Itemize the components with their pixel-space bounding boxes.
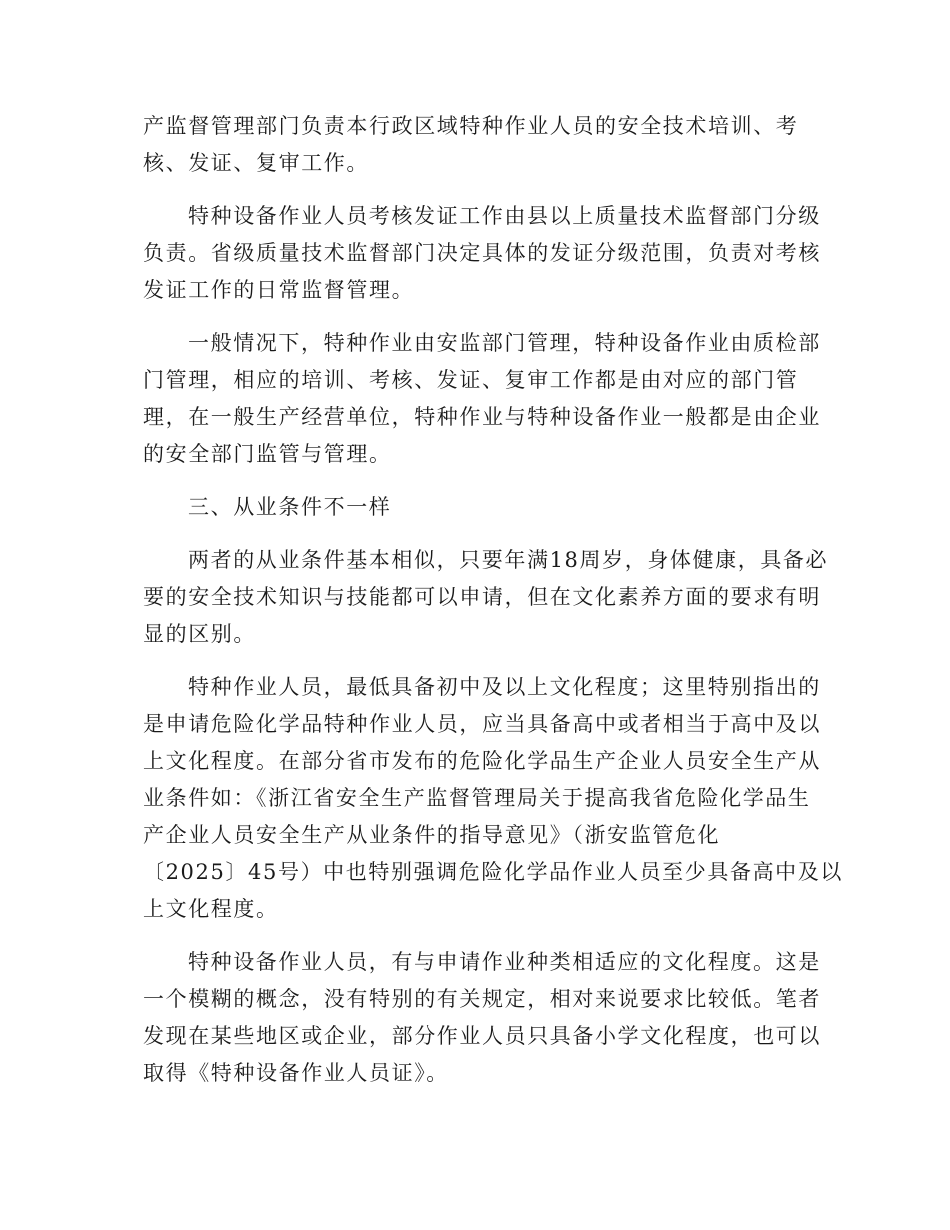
paragraph-3-line-2: 门管理，相应的培训、考核、发证、复审工作都是由对应的部门管 bbox=[143, 368, 799, 392]
paragraph-3-line-1: 一般情况下，特种作业由安监部门管理，特种设备作业由质检部 bbox=[188, 331, 821, 355]
paragraph-2-line-1: 特种设备作业人员考核发证工作由县以上质量技术监督部门分级 bbox=[188, 204, 821, 228]
paragraph-6-line-6: 〔2025〕45号）中也特别强调危险化学品作业人员至少具备高中及以 bbox=[143, 860, 843, 884]
paragraph-5-line-1: 两者的从业条件基本相似，只要年满18周岁，身体健康，具备必 bbox=[188, 548, 829, 572]
paragraph-7-line-4: 取得《特种设备作业人员证》。 bbox=[143, 1061, 449, 1085]
paragraph-7-line-1: 特种设备作业人员，有与申请作业种类相适应的文化程度。这是 bbox=[188, 950, 821, 974]
paragraph-3-line-4: 的安全部门监管与管理。 bbox=[143, 442, 392, 466]
paragraph-5-line-3: 显的区别。 bbox=[143, 622, 256, 646]
paragraph-6-line-1: 特种作业人员，最低具备初中及以上文化程度；这里特别指出的 bbox=[188, 675, 821, 699]
paragraph-6-line-2: 是申请危险化学品特种作业人员，应当具备高中或者相当于高中及以 bbox=[143, 712, 821, 736]
paragraph-7-line-2: 一个模糊的概念，没有特别的有关规定，相对来说要求比较低。笔者 bbox=[143, 987, 821, 1011]
paragraph-2-line-3: 发证工作的日常监督管理。 bbox=[143, 278, 415, 302]
paragraph-3-line-3: 理，在一般生产经营单位，特种作业与特种设备作业一般都是由企业 bbox=[143, 405, 821, 429]
paragraph-6-line-7: 上文化程度。 bbox=[143, 897, 279, 921]
paragraph-1-line-1: 产监督管理部门负责本行政区域特种作业人员的安全技术培训、考 bbox=[143, 114, 799, 138]
paragraph-6-line-4: 业条件如：《浙江省安全生产监督管理局关于提高我省危险化学品生 bbox=[143, 786, 811, 810]
paragraph-6-line-3: 上文化程度。在部分省市发布的危险化学品生产企业人员安全生产从 bbox=[143, 749, 821, 773]
section-heading: 三、从业条件不一样 bbox=[188, 495, 392, 519]
paragraph-1-line-2: 核、发证、复审工作。 bbox=[143, 151, 369, 175]
paragraph-6-line-5: 产企业人员安全生产从业条件的指导意见》（浙安监管危化 bbox=[143, 823, 721, 847]
paragraph-5-line-2: 要的安全技术知识与技能都可以申请，但在文化素养方面的要求有明 bbox=[143, 585, 821, 609]
paragraph-2-line-2: 负责。省级质量技术监督部门决定具体的发证分级范围，负责对考核 bbox=[143, 241, 821, 265]
paragraph-7-line-3: 发现在某些地区或企业，部分作业人员只具备小学文化程度，也可以 bbox=[143, 1024, 821, 1048]
